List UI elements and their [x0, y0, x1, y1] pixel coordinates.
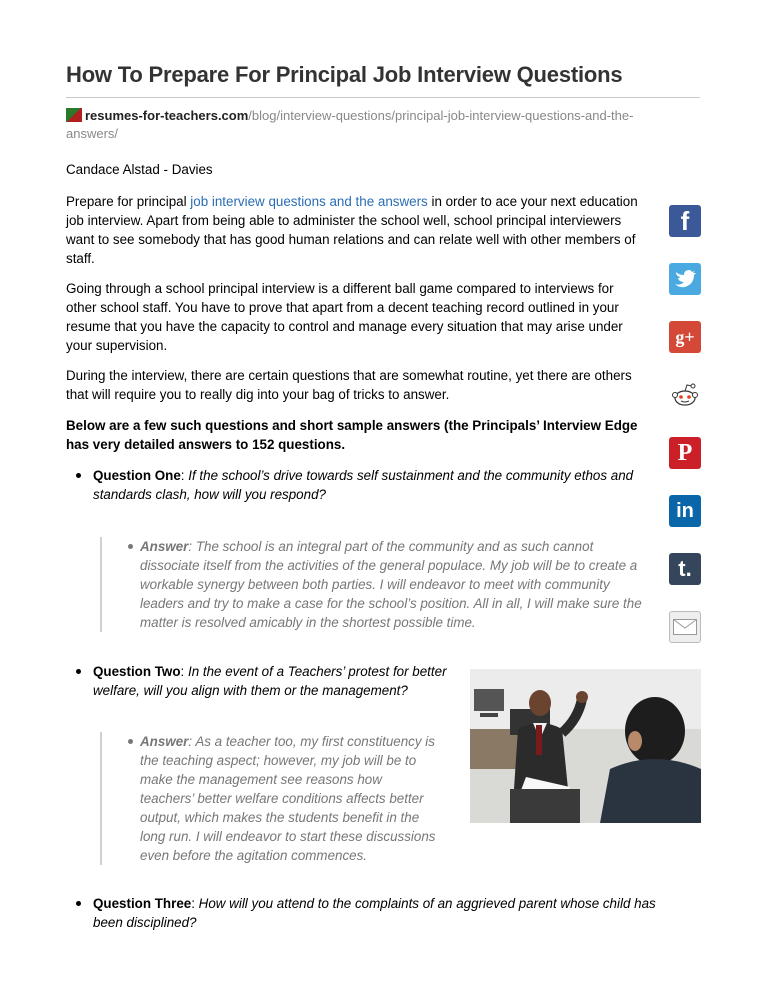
bullet-icon: [76, 473, 81, 478]
list-item-question-one: [66, 466, 646, 504]
question-separator: :: [180, 468, 189, 483]
question-separator: :: [191, 896, 199, 911]
question-label: Question Three: [93, 896, 192, 911]
paragraph-intro: [66, 192, 646, 268]
email-icon: [673, 619, 697, 635]
pinterest-share-button[interactable]: [669, 437, 701, 469]
reddit-icon: [670, 380, 700, 410]
answer-label: Answer: [140, 734, 189, 749]
answer-block-two: [100, 732, 438, 865]
source-domain[interactable]: resumes-for-teachers.com: [85, 108, 249, 123]
interview-photo: [470, 669, 701, 823]
facebook-share-button[interactable]: [669, 205, 701, 237]
tumblr-icon: t.: [678, 556, 692, 581]
source-url[interactable]: [66, 107, 666, 143]
paragraph-two: Going through a school principal interview is a different ball game compared to interviews for other school staff. You have to prove that apart from a decent teaching record outlined in your resume that you have the capacity to control and manage every situation that may arise under your supervision.: [66, 281, 623, 353]
source-path[interactable]: /blog/interview-questions/principal-job-interview-questions-and-the-answers/: [66, 108, 634, 141]
bullet-icon: [76, 669, 81, 674]
list-item-question-three: [66, 894, 666, 932]
site-favicon-icon: [66, 108, 82, 122]
question-label: Question One: [93, 468, 181, 483]
email-share-button[interactable]: [669, 611, 701, 643]
title-divider: [66, 97, 700, 98]
paragraph-intro-post: in order to ace your next education job interview. Apart from being able to administer the school well, school principal interviewers want to see somebody that has good human relations and can relate well with other members of staff.: [66, 194, 638, 266]
list-item-question-two: [66, 662, 461, 700]
answer-label: Answer: [140, 539, 189, 554]
bullet-icon: [128, 544, 133, 549]
bullet-icon: [76, 901, 81, 906]
interview-photo-illustration: [470, 669, 701, 823]
question-text: If the school’s drive towards self sustainment and the community ethos and standards clash, how will you respond?: [93, 468, 634, 502]
linkedin-icon: in: [676, 499, 694, 522]
bullet-icon: [128, 739, 133, 744]
google-plus-icon: g+: [675, 326, 695, 347]
paragraph-intro-pre: Prepare for principal: [66, 194, 191, 209]
facebook-icon: f: [680, 205, 690, 236]
author-name: Candace Alstad - Davies: [66, 162, 213, 177]
twitter-share-button[interactable]: [669, 263, 701, 295]
paragraph-three: During the interview, there are certain questions that are somewhat routine, yet there are others that will require you to really dig into your bag of tricks to answer.: [66, 368, 632, 402]
question-text: In the event of a Teachers’ protest for better welfare, will you align with them or the management?: [93, 664, 447, 698]
interview-questions-link[interactable]: job interview questions and the answers: [190, 194, 428, 209]
question-separator: :: [180, 664, 188, 679]
reddit-share-button[interactable]: [669, 379, 701, 411]
answer-block-one: [100, 537, 646, 632]
google-plus-share-button[interactable]: [669, 321, 701, 353]
paragraph-four: Below are a few such questions and short sample answers (the Principals’ Interview Edge has very detailed answers to 152 questions.: [66, 418, 638, 452]
question-label: Question Two: [93, 664, 181, 679]
pinterest-icon: P: [677, 439, 693, 466]
answer-text: : As a teacher too, my first constituency is the teaching aspect; however, my job will be to make the management see reasons how teachers’ better welfare conditions affects better output, which makes the students benefit in the long run. I will endeavor to start these discussions even before the agitation commences.: [140, 734, 436, 863]
question-text: How will you attend to the complaints of an aggrieved parent whose child has been disciplined?: [93, 896, 656, 930]
tumblr-share-button[interactable]: [669, 553, 701, 585]
twitter-icon: [673, 269, 697, 289]
answer-text: : The school is an integral part of the community and as such cannot dissociate itself from the activities of the general populace. My job will be to create a workable synergy between both parties. I will endeavor to meet with community leaders and try to make a case for the school’s position. All in all, I will make sure the matter is resolved amicably in the shortest possible time.: [140, 539, 642, 630]
page-title: How To Prepare For Principal Job Interview Questions: [66, 62, 623, 87]
linkedin-share-button[interactable]: [669, 495, 701, 527]
